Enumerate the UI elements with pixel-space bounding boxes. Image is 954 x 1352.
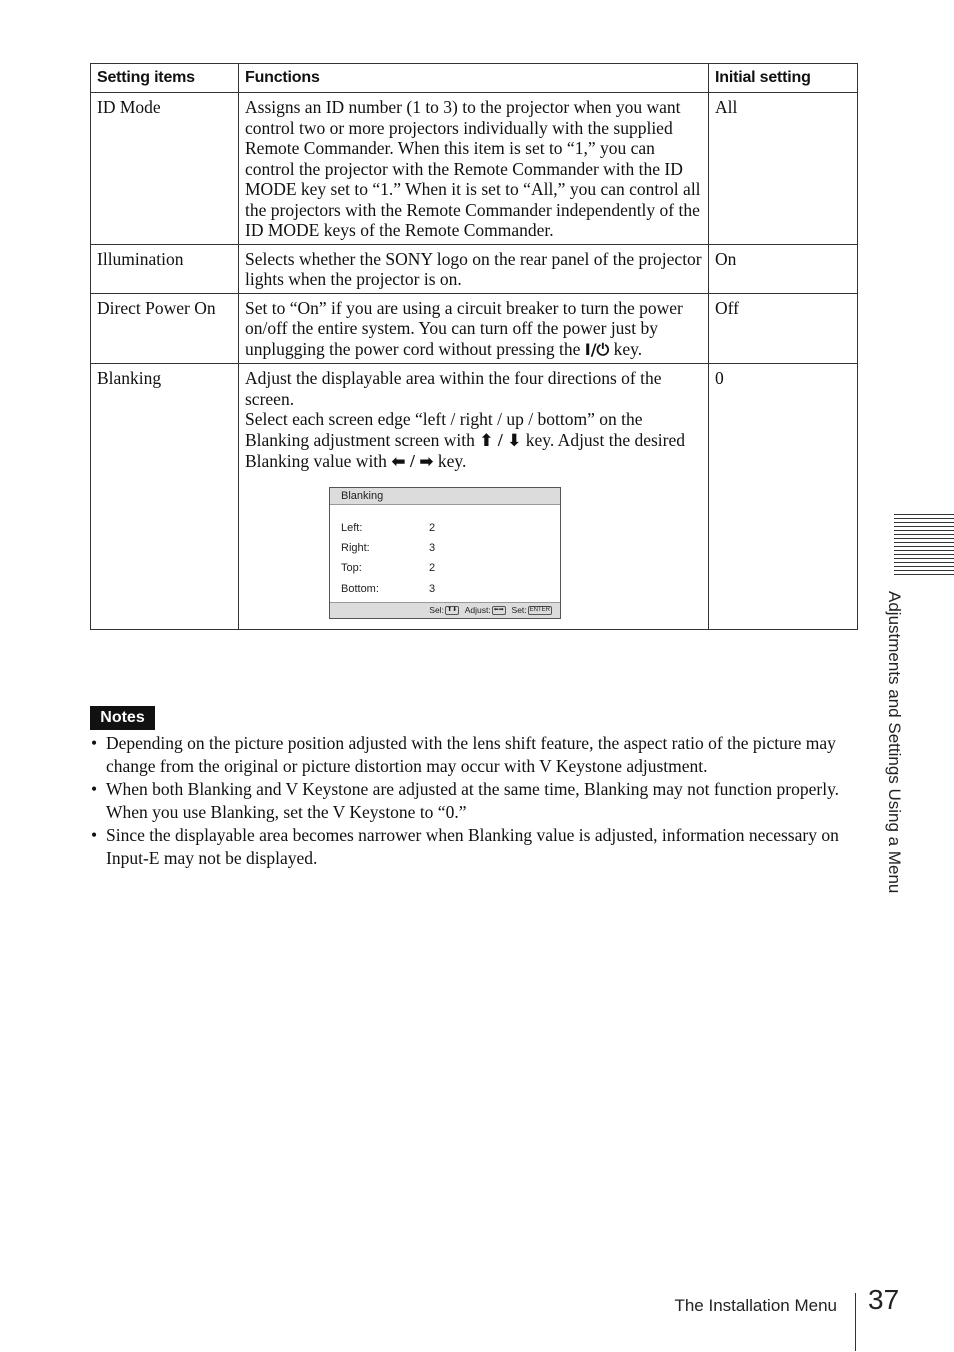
up-arrow-icon: ⬆ (479, 430, 494, 451)
blanking-label: Left: (341, 521, 363, 534)
setting-item: Illumination (91, 244, 239, 293)
note-text: Depending on the picture position adjusted with the lens shift feature, the aspect ratio of the picture may change from the original or picture distortion may occur with V Keystone adjustment. (106, 733, 836, 776)
bullet-icon: • (91, 733, 98, 753)
blanking-value: 3 (429, 582, 436, 595)
setting-item: ID Mode (91, 93, 239, 245)
list-item (90, 824, 860, 870)
footer-divider (855, 1293, 856, 1351)
header-setting-items: Setting items (91, 64, 239, 93)
function-text: Set to “On” if you are using a circuit breaker to turn the power on/off the entire system. You can turn off the power just by unplugging the power cord without pressing the (245, 297, 683, 359)
power-key-icon: I/⏻ (584, 339, 610, 359)
table-header-row (91, 64, 858, 93)
blanking-row-right (341, 538, 435, 559)
function-text-end: key. (613, 338, 643, 359)
header-functions: Functions (239, 64, 709, 93)
blanking-screen-title: Blanking (330, 488, 560, 505)
side-tab-stripes (894, 514, 954, 578)
setting-function: Selects whether the SONY logo on the rear panel of the projector lights when the projector is on. (239, 244, 709, 293)
blanking-value: 3 (429, 541, 436, 554)
function-text: Select each screen edge “left / right / up / bottom” on the Blanking adjustment screen with (245, 409, 643, 450)
function-text: key. Adjust the desired Blanking value with (245, 429, 686, 471)
function-text-end: key. (437, 451, 467, 471)
setting-initial: 0 (709, 364, 858, 630)
blanking-value: 2 (429, 561, 436, 574)
bullet-icon: • (91, 825, 98, 845)
side-tab-label: Adjustments and Settings Using a Menu (885, 591, 904, 894)
up-down-key-icon: ⬆⬇ (446, 606, 457, 613)
table-row (91, 244, 858, 293)
note-text: When both Blanking and V Keystone are adjusted at the same time, Blanking may not function properly. When you use Blanking, set the V Keystone to “0.” (106, 779, 840, 822)
footer-section-title: The Installation Menu (674, 1296, 837, 1315)
setting-initial: On (709, 244, 858, 293)
slash: / (497, 429, 503, 450)
list-item (90, 778, 860, 824)
list-item (90, 732, 860, 778)
blanking-screen-footer (330, 602, 560, 618)
bullet-icon: • (91, 779, 98, 799)
header-initial-setting: Initial setting (709, 64, 858, 93)
setting-item: Direct Power On (91, 293, 239, 364)
footer-adjust-label: Adjust: (464, 604, 491, 615)
blanking-value: 2 (429, 521, 436, 534)
notes-list (90, 732, 860, 870)
down-arrow-icon: ⬇ (507, 430, 522, 451)
footer-sel-label: Sel: (429, 604, 444, 615)
blanking-row-top (341, 558, 435, 579)
blanking-screen (329, 487, 561, 619)
setting-function: Assigns an ID number (1 to 3) to the projector when you want control two or more projectors individually with the supplied Remote Commander. When this item is set to “1,” you can control the projector with the Remote Commander with the ID MODE key set to “1.” When it is set to “All,” you can control all the projectors with the Remote Commander independently of the ID MODE keys of the Remote Commander. (239, 93, 709, 245)
table-row (91, 293, 858, 364)
table-row (91, 93, 858, 245)
enter-key-icon: ENTER (529, 606, 550, 613)
blanking-row-bottom (341, 579, 435, 600)
slash: / (409, 451, 415, 471)
function-text: Adjust the displayable area within the four directions of the screen. (245, 368, 662, 409)
blanking-row-left (341, 518, 435, 539)
blanking-label: Right: (341, 541, 370, 554)
left-arrow-icon: ⬅ (391, 452, 406, 472)
setting-initial: Off (709, 293, 858, 364)
note-text: Since the displayable area becomes narrower when Blanking value is adjusted, information necessary on Input-E may not be displayed. (106, 825, 839, 868)
left-right-key-icon: ⬅➡ (493, 606, 504, 613)
setting-function (239, 293, 709, 364)
table-row (91, 364, 858, 630)
footer-set-label: Set: (511, 604, 527, 615)
blanking-label: Top: (341, 561, 362, 574)
notes-label: Notes (90, 706, 155, 730)
setting-item: Blanking (91, 364, 239, 630)
right-arrow-icon: ➡ (419, 452, 434, 472)
setting-initial: All (709, 93, 858, 245)
settings-table (90, 63, 858, 630)
setting-function (239, 364, 709, 630)
blanking-label: Bottom: (341, 582, 379, 595)
page-number: 37 (868, 1284, 900, 1315)
